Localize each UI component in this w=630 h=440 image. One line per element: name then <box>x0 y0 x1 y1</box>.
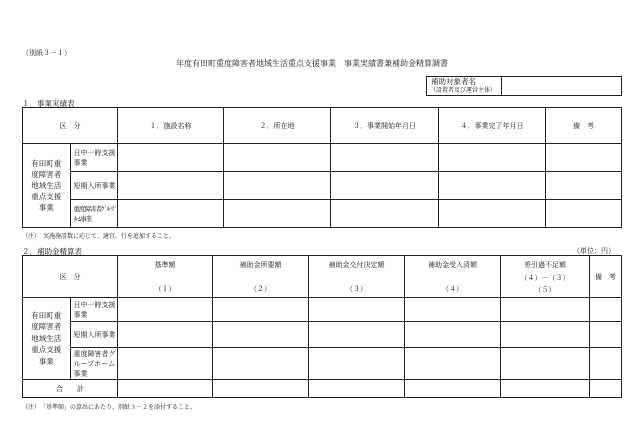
col-end-date: ４．事業完了年月日 <box>439 108 546 144</box>
total-required[interactable] <box>213 380 309 398</box>
table-row <box>23 322 622 348</box>
total-label: 合 計 <box>23 380 118 398</box>
section2-heading: ２．補助金精算表 <box>22 247 82 256</box>
cell-required-2[interactable] <box>213 322 309 348</box>
form-id: （別紙３－１） <box>22 49 71 57</box>
section1-heading: １．事業実績表 <box>22 99 75 108</box>
cell-start-2[interactable] <box>331 172 439 200</box>
cell-facility-1[interactable] <box>118 144 224 172</box>
row-label: 短期入所事業 <box>73 181 116 190</box>
cell-decided-3[interactable] <box>309 348 405 380</box>
col-facility-name: １．施設名称 <box>118 108 224 144</box>
row-label: 重度障害者ｸﾞﾙｰﾌﾟﾎｰﾑ事業 <box>73 204 117 223</box>
cell-remarks-3[interactable] <box>590 348 622 380</box>
category-label: 有田町重度障害者地域生活重点支援事業 <box>31 159 62 212</box>
cell-facility-2[interactable] <box>118 172 224 200</box>
category-label: 有田町重度障害者地域生活重点支援事業 <box>31 310 62 366</box>
cell-start-1[interactable] <box>331 144 439 172</box>
recipient-label: 補助対象者名 <box>431 77 476 86</box>
col-remarks: 備 考 <box>590 256 622 298</box>
total-row <box>23 380 622 398</box>
col-start-date: ３．事業開始年月日 <box>331 108 439 144</box>
row-label-cell <box>70 322 118 348</box>
page-title: 年度有田町重度障害者地域生活重点支援事業 事業実績書兼補助金精算調書 <box>176 59 448 68</box>
cell-required-1[interactable] <box>213 298 309 322</box>
col-remarks: 備 考 <box>546 108 622 144</box>
cell-location-3[interactable] <box>224 200 331 228</box>
total-decided[interactable] <box>309 380 405 398</box>
category-cell <box>23 298 71 380</box>
cell-facility-3[interactable] <box>118 200 224 228</box>
total-standard[interactable] <box>118 380 213 398</box>
row-label: 短期入所事業 <box>73 330 116 339</box>
cell-remarks-3[interactable] <box>546 200 622 228</box>
col-required-num: （２） <box>250 284 271 293</box>
unit-label: （単位：円） <box>573 247 615 255</box>
col-kubun: 区 分 <box>23 108 118 144</box>
cell-decided-1[interactable] <box>309 298 405 322</box>
col-decided-label: 補助金交付決定額 <box>328 260 385 269</box>
cell-end-1[interactable] <box>439 144 546 172</box>
settlement-table <box>22 255 622 398</box>
col-location: ２．所在地 <box>224 108 331 144</box>
col-received-label: 補助金受入済額 <box>428 260 477 269</box>
section2-note: （注） 「基準額」の算出にあたり、別紙３－２を添付すること。 <box>22 404 197 411</box>
cell-remarks-1[interactable] <box>590 298 622 322</box>
col-required-label: 補助金所要額 <box>239 260 282 269</box>
total-difference[interactable] <box>501 380 590 398</box>
col-standard-num: （１） <box>154 284 176 293</box>
row-label-cell <box>70 348 118 380</box>
cell-standard-1[interactable] <box>118 298 213 322</box>
table-row <box>23 298 622 322</box>
table-header-row <box>23 256 622 298</box>
row-label-cell <box>70 144 118 172</box>
table-row <box>23 348 622 380</box>
col-standard-label: 基準額 <box>154 260 176 269</box>
cell-required-3[interactable] <box>213 348 309 380</box>
cell-remarks-1[interactable] <box>546 144 622 172</box>
cell-location-2[interactable] <box>224 172 331 200</box>
cell-start-3[interactable] <box>331 200 439 228</box>
col-difference-label: 差引過不足額 <box>524 260 566 269</box>
col-decided-num: （３） <box>346 284 367 293</box>
row-label-cell <box>70 172 118 200</box>
recipient-label-cell <box>427 77 502 96</box>
row-label-cell <box>70 200 118 228</box>
recipient-box <box>426 76 622 96</box>
cell-received-2[interactable] <box>405 322 501 348</box>
section1-note: （注） 実施施設数に応じて、適宜、行を追加すること。 <box>22 233 175 240</box>
cell-received-3[interactable] <box>405 348 501 380</box>
row-label: 日中一時支援事業 <box>73 300 116 319</box>
row-label-cell <box>70 298 118 322</box>
total-remarks[interactable] <box>590 380 622 398</box>
cell-received-1[interactable] <box>405 298 501 322</box>
performance-table <box>22 107 622 228</box>
col-difference-num: （５） <box>534 285 556 294</box>
table-row <box>23 172 622 200</box>
cell-remarks-2[interactable] <box>546 172 622 200</box>
row-label: 重度障害者グループホーム事業 <box>73 349 116 378</box>
col-received-num: （４） <box>442 284 463 293</box>
col-difference-sub: （４）－（３） <box>520 273 570 282</box>
cell-standard-3[interactable] <box>118 348 213 380</box>
category-cell <box>23 144 71 228</box>
cell-difference-2[interactable] <box>501 322 590 348</box>
total-received[interactable] <box>405 380 501 398</box>
col-standard <box>118 256 213 298</box>
col-decided <box>309 256 405 298</box>
cell-end-3[interactable] <box>439 200 546 228</box>
cell-standard-2[interactable] <box>118 322 213 348</box>
cell-difference-3[interactable] <box>501 348 590 380</box>
cell-decided-2[interactable] <box>309 322 405 348</box>
table-row <box>23 144 622 172</box>
cell-location-1[interactable] <box>224 144 331 172</box>
col-received <box>405 256 501 298</box>
table-row <box>23 200 622 228</box>
recipient-value[interactable] <box>502 77 622 96</box>
cell-difference-1[interactable] <box>501 298 590 322</box>
row-label: 日中一時支援事業 <box>73 148 116 167</box>
col-required <box>213 256 309 298</box>
col-kubun: 区 分 <box>23 256 118 298</box>
cell-remarks-2[interactable] <box>590 322 622 348</box>
table-header-row <box>23 108 622 144</box>
col-difference <box>501 256 590 298</box>
cell-end-2[interactable] <box>439 172 546 200</box>
recipient-sublabel: （設置者及び運営主体） <box>430 87 497 94</box>
